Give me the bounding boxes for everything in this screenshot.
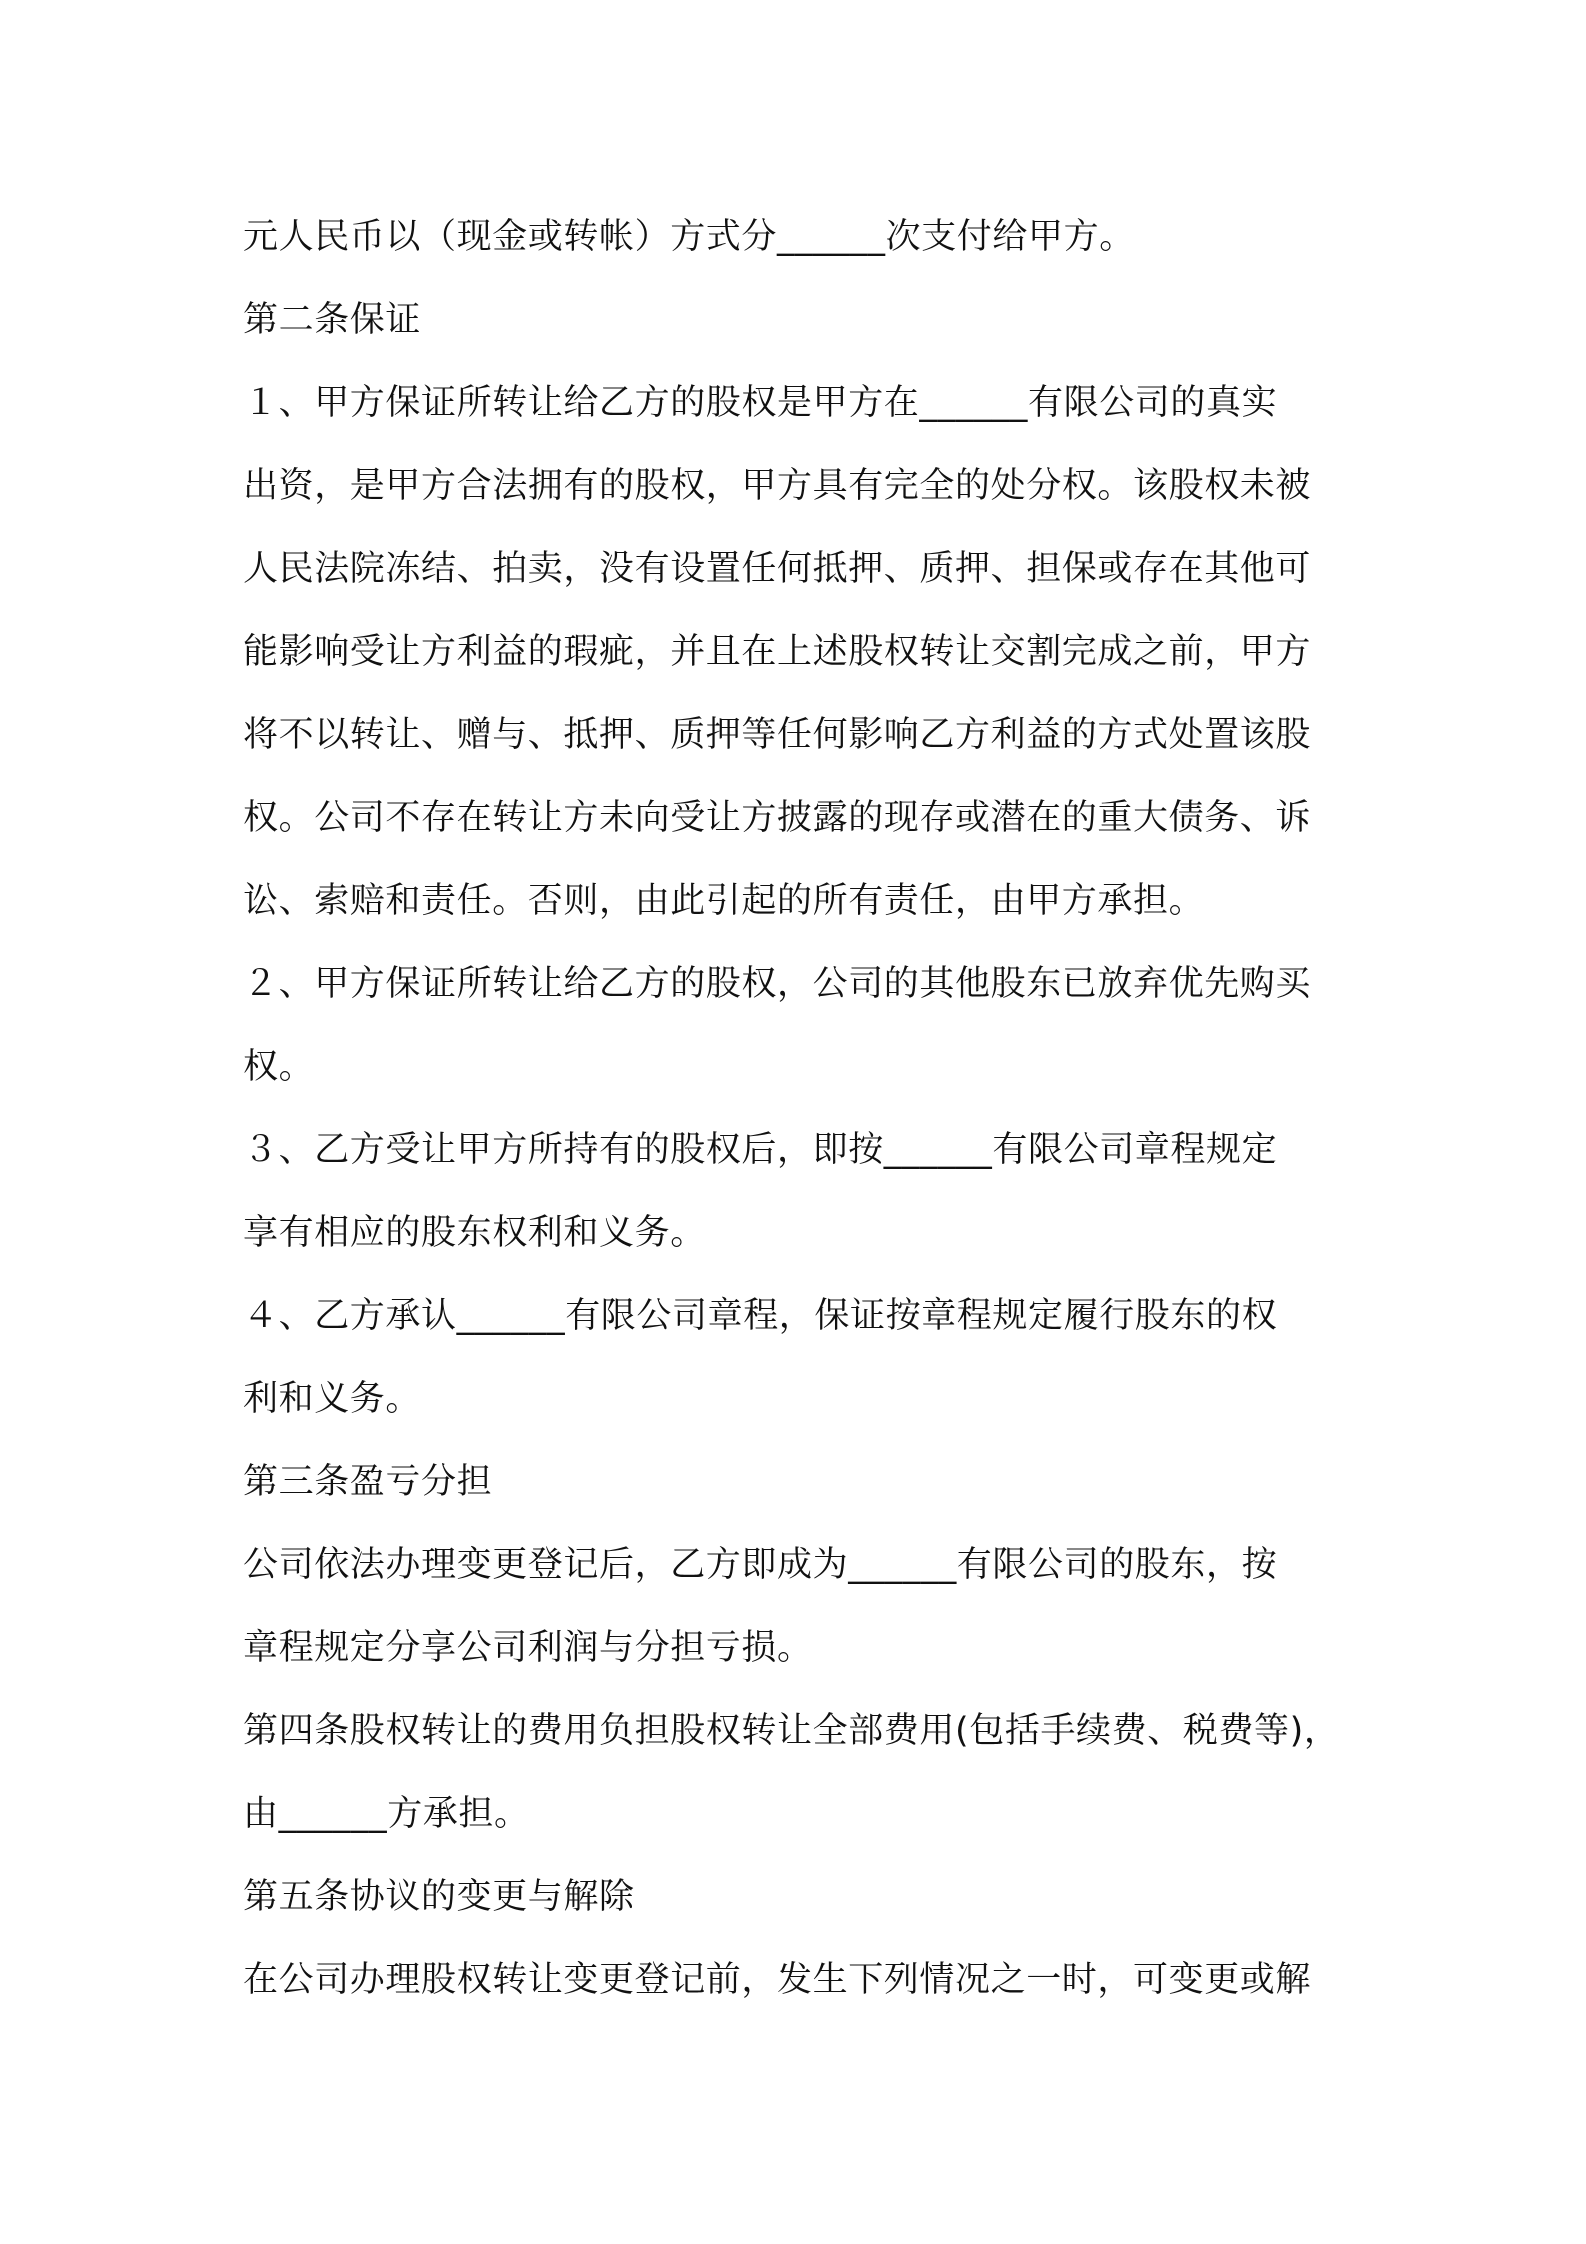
text-line: 出资，是甲方合法拥有的股权，甲方具有完全的处分权。该股权未被 <box>243 466 1312 506</box>
section-heading: 第二条保证 <box>243 300 422 340</box>
text-line: 章程规定分享公司利润与分担亏损。 <box>243 1628 813 1668</box>
text-line: ２、甲方保证所转让给乙方的股权，公司的其他股东已放弃优先购买 <box>243 964 1312 1004</box>
text-line: ４、乙方承认______有限公司章程，保证按章程规定履行股东的权 <box>243 1296 1278 1336</box>
document-body <box>243 196 1363 2022</box>
text-line: 人民法院冻结、拍卖，没有设置任何抵押、质押、担保或存在其他可 <box>243 549 1312 589</box>
text-line: 权。 <box>243 1047 315 1087</box>
text-line: 讼、索赔和责任。否则，由此引起的所有责任，由甲方承担。 <box>243 881 1205 921</box>
text-line: 享有相应的股东权利和义务。 <box>243 1213 706 1253</box>
section-heading: 第三条盈亏分担 <box>243 1462 493 1502</box>
text-line: 权。公司不存在转让方未向受让方披露的现存或潜在的重大债务、诉 <box>243 798 1312 838</box>
text-line: 由______方承担。 <box>243 1794 530 1834</box>
text-line: 利和义务。 <box>243 1379 422 1419</box>
text-line: 将不以转让、赠与、抵押、质押等任何影响乙方利益的方式处置该股 <box>243 715 1312 755</box>
text-line: 能影响受让方利益的瑕疵，并且在上述股权转让交割完成之前，甲方 <box>243 632 1312 672</box>
text-line: ３、乙方受让甲方所持有的股权后，即按______有限公司章程规定 <box>243 1130 1278 1170</box>
text-line: 元人民币以（现金或转帐）方式分______次支付给甲方。 <box>243 217 1135 257</box>
text-line: 在公司办理股权转让变更登记前，发生下列情况之一时，可变更或解 <box>243 1960 1312 2000</box>
section-heading: 第五条协议的变更与解除 <box>243 1877 635 1917</box>
text-line: 公司依法办理变更登记后，乙方即成为______有限公司的股东，按 <box>243 1545 1278 1585</box>
section-heading: 第四条股权转让的费用负担股权转让全部费用(包括手续费、税费等)， <box>243 1711 1340 1751</box>
text-line: １、甲方保证所转让给乙方的股权是甲方在______有限公司的真实 <box>243 383 1278 423</box>
